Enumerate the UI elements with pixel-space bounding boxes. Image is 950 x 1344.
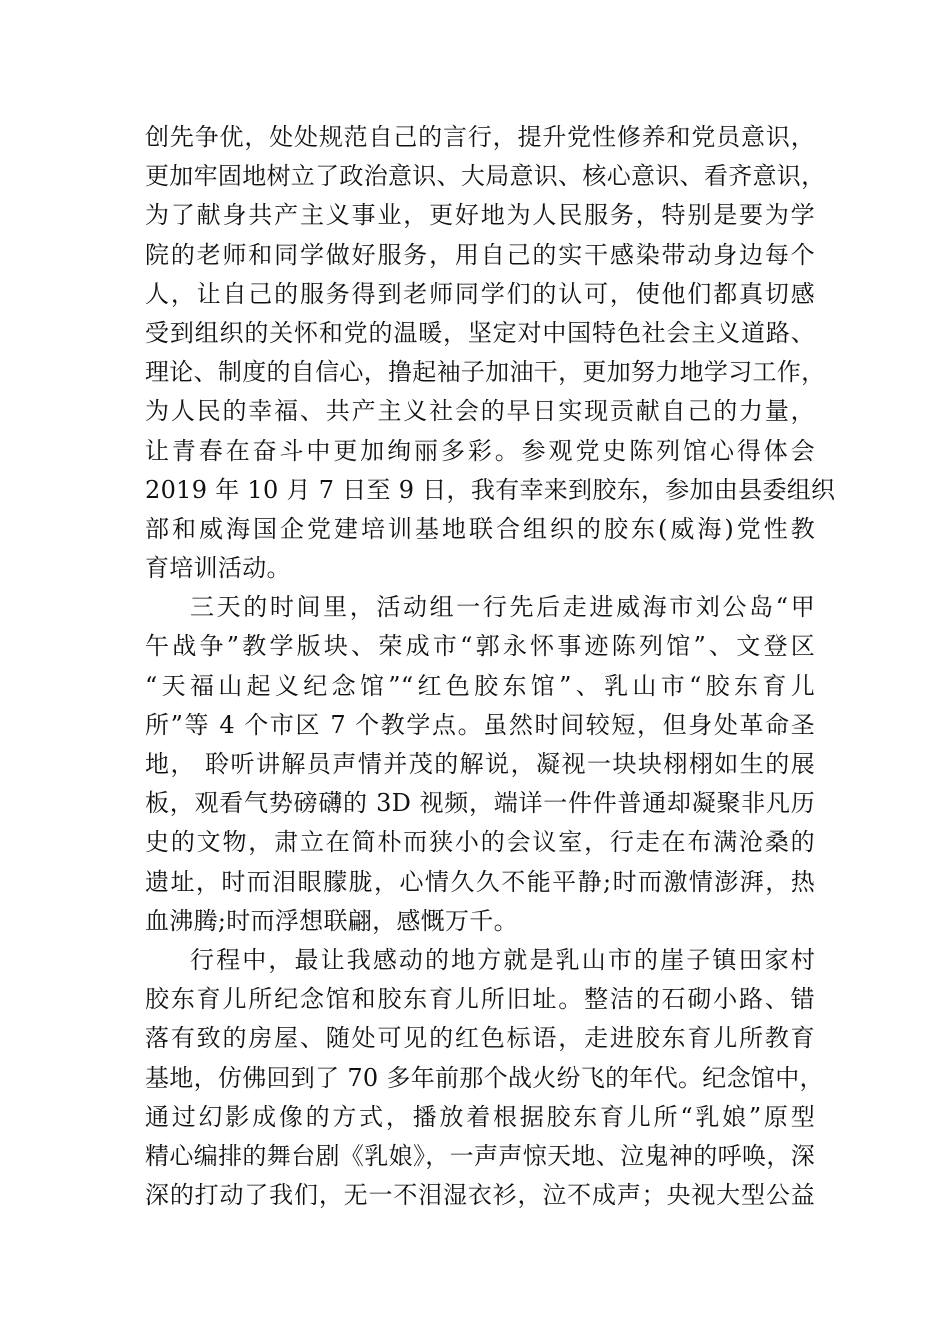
text-line: 创先争优，处处规范自己的言行，提升党性修养和党员意识，	[145, 123, 815, 151]
text-line: 为了献身共产主义事业，更好地为人民服务，特别是要为学	[145, 201, 815, 230]
text-line: 血沸腾;时而浮想联翩，感慨万千。	[145, 906, 518, 935]
text-line: 2019 年 10 月 7 日至 9 日，我有幸来到胶东，参加由县委组织	[145, 475, 836, 504]
text-line: 地， 聆听讲解员声情并茂的解说，凝视一块块栩栩如生的展	[145, 750, 815, 778]
text-line: 落有致的房屋、随处可见的红色标语，走进胶东育儿所教育	[145, 1024, 815, 1053]
text-line: 胶东育儿所纪念馆和胶东育儿所旧址。整洁的石砌小路、错	[145, 985, 815, 1014]
text-line: 史的文物，肃立在简朴而狭小的会议室，行走在布满沧桑的	[145, 828, 815, 857]
text-line: 深的打动了我们，无一不泪湿衣衫，泣不成声；央视大型公益	[145, 1181, 815, 1210]
text-line: 人，让自己的服务得到老师同学们的认可，使他们都真切感	[145, 279, 815, 308]
text-line: 午战争”教学版块、荣成市“郭永怀事迹陈列馆”、文登区	[145, 632, 815, 661]
body-paragraph	[145, 118, 836, 588]
text-line: 通过幻影成像的方式，播放着根据胶东育儿所“乳娘”原型	[145, 1102, 815, 1131]
text-line: 受到组织的关怀和党的温暖，坚定对中国特色社会主义道路、	[145, 318, 815, 347]
text-line: 遗址，时而泪眼朦胧，心情久久不能平静;时而激情澎湃，热	[145, 867, 815, 896]
text-line: 为人民的幸福、共产主义社会的早日实现贡献自己的力量，	[145, 397, 815, 426]
document-body	[145, 118, 836, 1215]
text-line: 基地，仿佛回到了 70 多年前那个战火纷飞的年代。纪念馆中，	[145, 1063, 824, 1092]
text-line: “天福山起义纪念馆”“红色胶东馆”、乳山市“胶东育儿	[145, 671, 815, 700]
text-line: 让青春在奋斗中更加绚丽多彩。参观党史陈列馆心得体会	[145, 436, 815, 465]
text-line: 精心编排的舞台剧《乳娘》，一声声惊天地、泣鬼神的呼唤，深	[145, 1141, 815, 1170]
body-paragraph	[145, 941, 824, 1215]
text-line: 所”等 4 个市区 7 个教学点。虽然时间较短，但身处革命圣	[145, 710, 815, 739]
text-line: 三天的时间里，活动组一行先后走进威海市刘公岛“甲	[190, 593, 815, 622]
text-line: 行程中，最让我感动的地方就是乳山市的崖子镇田家村	[190, 945, 815, 974]
text-line: 理论、制度的自信心，撸起袖子加油干，更加努力地学习工作，	[145, 358, 826, 387]
text-line: 院的老师和同学做好服务，用自己的实干感染带动身边每个	[145, 240, 815, 269]
text-line: 板，观看气势磅礴的 3D 视频，端详一件件普通却凝聚非凡历	[145, 789, 815, 818]
text-line: 更加牢固地树立了政治意识、大局意识、核心意识、看齐意识，	[145, 162, 826, 191]
text-line: 育培训活动。	[145, 554, 291, 583]
text-line: 部和威海国企党建培训基地联合组织的胶东(威海)党性教	[145, 514, 815, 543]
body-paragraph	[145, 588, 815, 941]
